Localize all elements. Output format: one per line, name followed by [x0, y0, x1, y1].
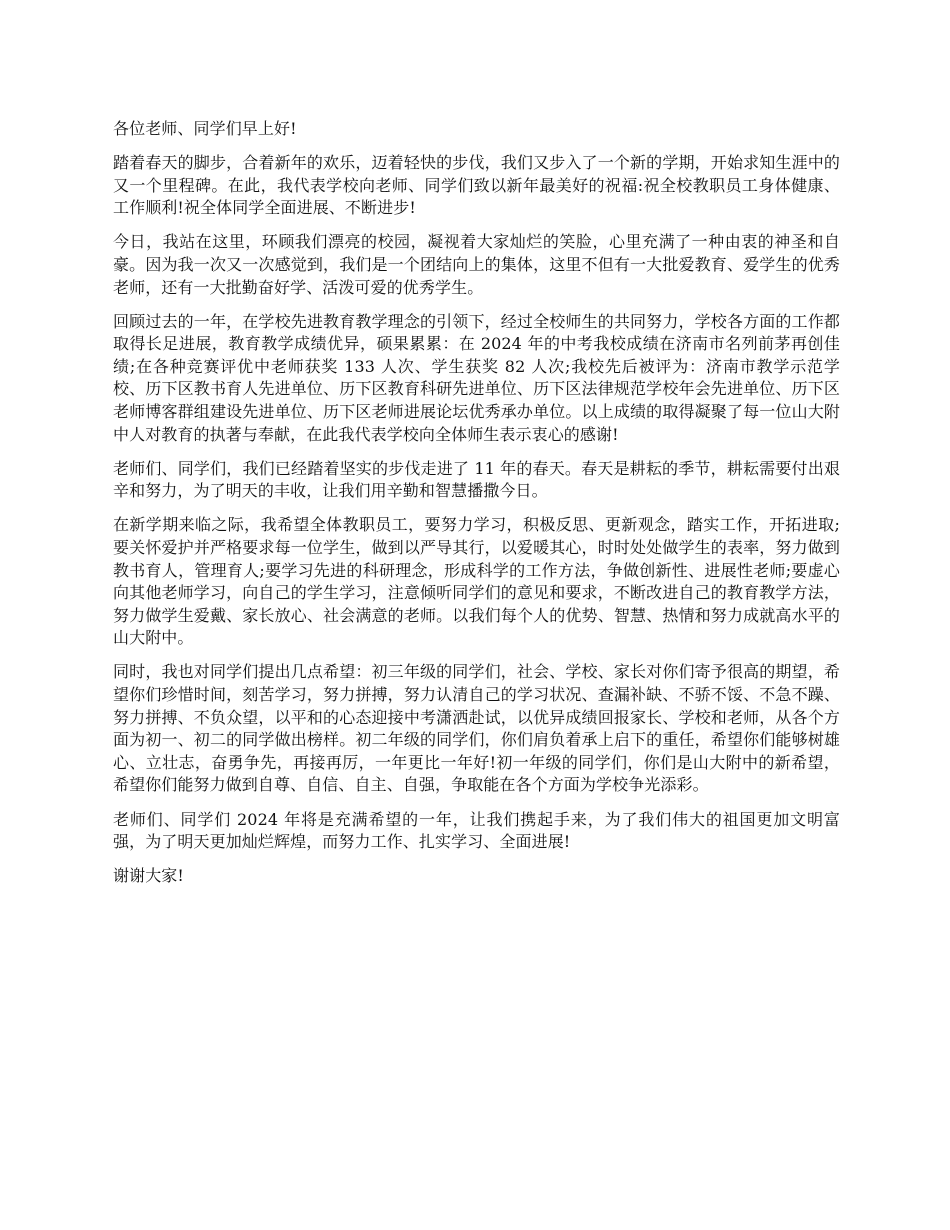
closing: 谢谢大家!: [113, 866, 184, 886]
greeting: 各位老师、同学们早上好!: [113, 119, 297, 138]
paragraph-new-year-outlook: 老师们、同学们 2024 年将是充满希望的一年，让我们携起手来，为了我们伟大的祖国更加文明富强，为了明天更加灿烂辉煌，而努力工作、扎实学习、全面进展!: [113, 809, 840, 852]
document-body: [113, 118, 840, 899]
paragraph-student-hopes: 同时，我也对同学们提出几点希望：初三年级的同学们，社会、学校、家长对你们寄予很高的期望，希望你们珍惜时间，刻苦学习，努力拼搏，努力认清自己的学习状况、查漏补缺、不骄不馁、不急不躁、努力拼搏、不负众望，以平和的心态迎接中考潇洒赴试，以优异成绩回报家长、学校和老师，从各个方面为初一、初二的同学做出榜样。初二年级的同学们，你们肩负着承上启下的重任，希望你们能够树雄心、立壮志，奋勇争先，再接再厉，一年更比一年好!初一年级的同学们，你们是山大附中的新希望，希望你们能努力做到自尊、自信、自主、自强，争取能在各个方面为学校争光添彩。: [113, 662, 840, 795]
paragraph-spring-call: 老师们、同学们，我们已经踏着坚实的步伐走进了 11 年的春天。春天是耕耘的季节，耕耘需要付出艰辛和努力，为了明天的丰收，让我们用辛勤和智慧播撒今日。: [113, 458, 840, 501]
paragraph-annual-review: 回顾过去的一年，在学校先进教育教学理念的引领下，经过全校师生的共同努力，学校各方面的工作都取得长足进展，教育教学成绩优异，硕果累累：在 2024 年的中考我校成绩在济南市名列前茅再创佳绩;在各种竞赛评优中老师获奖 133 人次、学生获奖 82 人次;我校先后被评为：济南市教学示范学校、历下区教书育人先进单位、历下区教育科研先进单位、历下区法律规范学校年会先进单位、历下区老师博客群组建设先进单位、历下区老师进展论坛优秀承办单位。以上成绩的取得凝聚了每一位山大附中人对教育的执著与奉献，在此我代表学校向全体师生表示衷心的感谢!: [113, 311, 840, 444]
paragraph-new-semester-wishes: 踏着春天的脚步，合着新年的欢乐，迈着轻快的步伐，我们又步入了一个新的学期，开始求知生涯中的又一个里程碑。在此，我代表学校向老师、同学们致以新年最美好的祝福:祝全校教职员工身体健康、工作顺利!祝全体同学全面进展、不断进步!: [113, 153, 840, 218]
paragraph-campus-pride: 今日，我站在这里，环顾我们漂亮的校园，凝视着大家灿烂的笑脸，心里充满了一种由衷的神圣和自豪。因为我一次又一次感觉到，我们是一个团结向上的集体，这里不但有一大批爱教育、爱学生的优秀老师，还有一大批勤奋好学、活泼可爱的优秀学生。: [113, 232, 840, 297]
paragraph-staff-hopes: 在新学期来临之际，我希望全体教职员工，要努力学习，积极反思、更新观念，踏实工作，开拓进取;要关怀爱护并严格要求每一位学生，做到以严导其行，以爱暖其心，时时处处做学生的表率，努力做到教书育人，管理育人;要学习先进的科研理念，形成科学的工作方法，争做创新性、进展性老师;要虚心向其他老师学习，向自己的学生学习，注意倾听同学们的意见和要求，不断改进自己的教育教学方法，努力做学生爱戴、家长放心、社会满意的老师。以我们每个人的优势、智慧、热情和努力成就高水平的山大附中。: [113, 515, 840, 648]
